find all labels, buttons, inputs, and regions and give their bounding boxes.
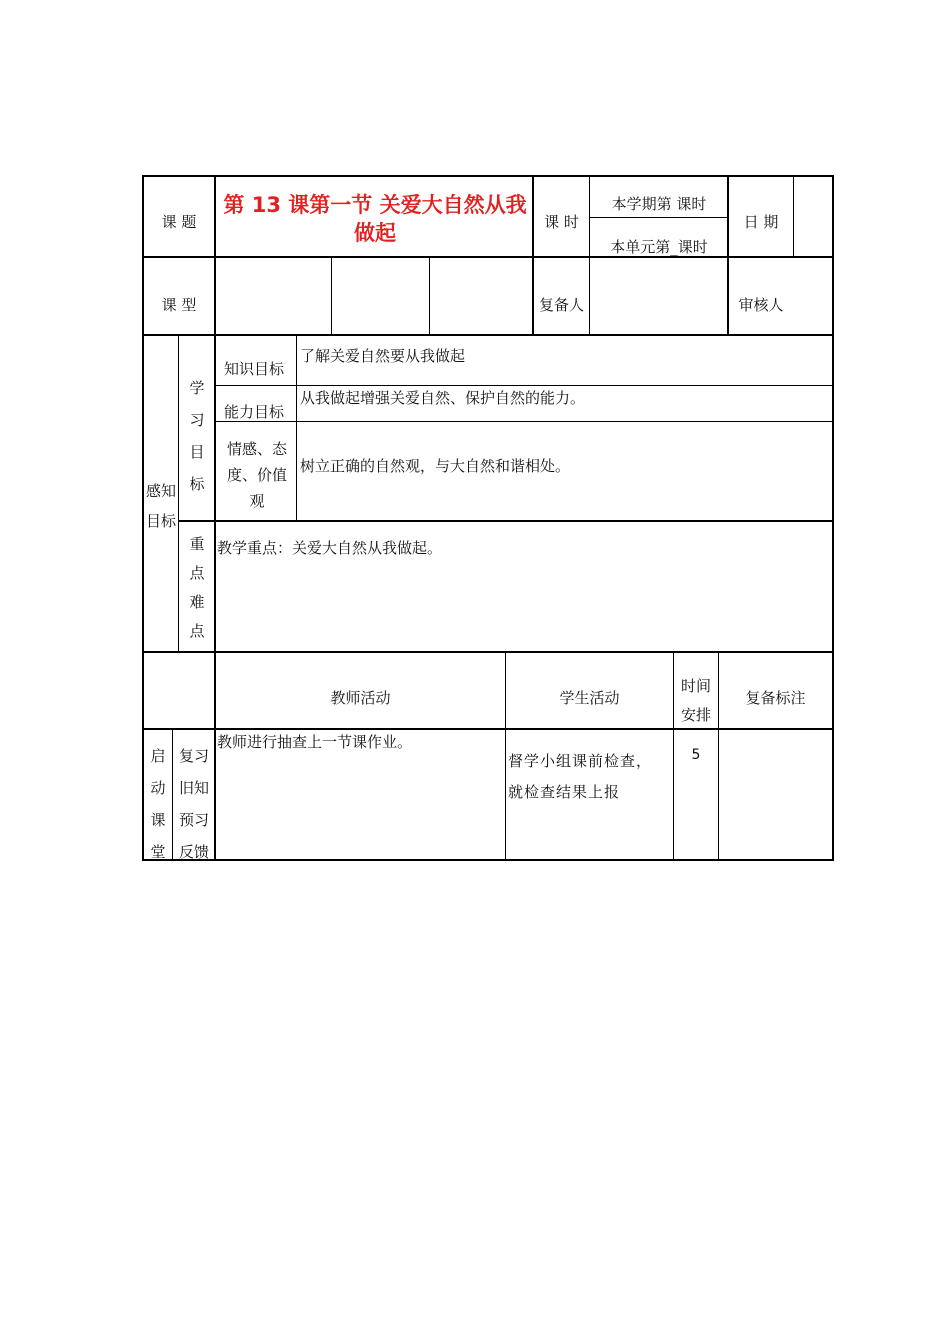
time-value: 5: [691, 747, 701, 763]
student-activity-header: 学生活动: [559, 689, 620, 707]
lesson-title: 第 13 课第一节 关爱大自然从我做起: [223, 193, 527, 245]
class-hour-label: 课 时: [544, 213, 579, 231]
semester-hour: 本学期第 课时: [611, 195, 707, 213]
knowledge-goal-label: 知识目标: [224, 360, 285, 378]
key-points-text: 教学重点：关爱大自然从我做起。: [217, 539, 443, 557]
start-class-label: 启 动 课 堂: [150, 747, 166, 861]
notes-header: 复备标注: [745, 689, 806, 707]
emotion-goal-label: 情感、态 度、价值 观: [226, 440, 287, 510]
date-label: 日 期: [743, 213, 779, 231]
ability-goal-label: 能力目标: [224, 403, 285, 421]
review-preview-label: 复习 旧知 预习 反馈: [178, 747, 209, 861]
key-points-label: 重 点 难 点: [189, 535, 205, 640]
type-label: 课 型: [161, 296, 197, 314]
learning-goals-label: 学 习 目 标: [189, 379, 205, 493]
perception-goals-label: 感知目标: [145, 482, 176, 530]
unit-hour: 本单元第_课时: [610, 238, 708, 256]
student-activity-text: 督学小组课前检查， 就检查结果上报: [508, 752, 653, 801]
prep-label: 复备人: [538, 296, 584, 314]
topic-label: 课 题: [161, 213, 197, 231]
emotion-goal-text: 树立正确的自然观，与大自然和谐相处。: [300, 457, 571, 475]
teacher-activity-header: 教师活动: [330, 689, 391, 707]
teacher-activity-text: 教师进行抽查上一节课作业。: [217, 733, 413, 751]
review-label: 审核人: [738, 296, 784, 314]
time-arrangement-header: 时间 安排: [680, 677, 711, 724]
knowledge-goal-text: 了解关爱自然要从我做起: [300, 347, 466, 365]
ability-goal-text: 从我做起增强关爱自然、保护自然的能力。: [300, 389, 586, 407]
